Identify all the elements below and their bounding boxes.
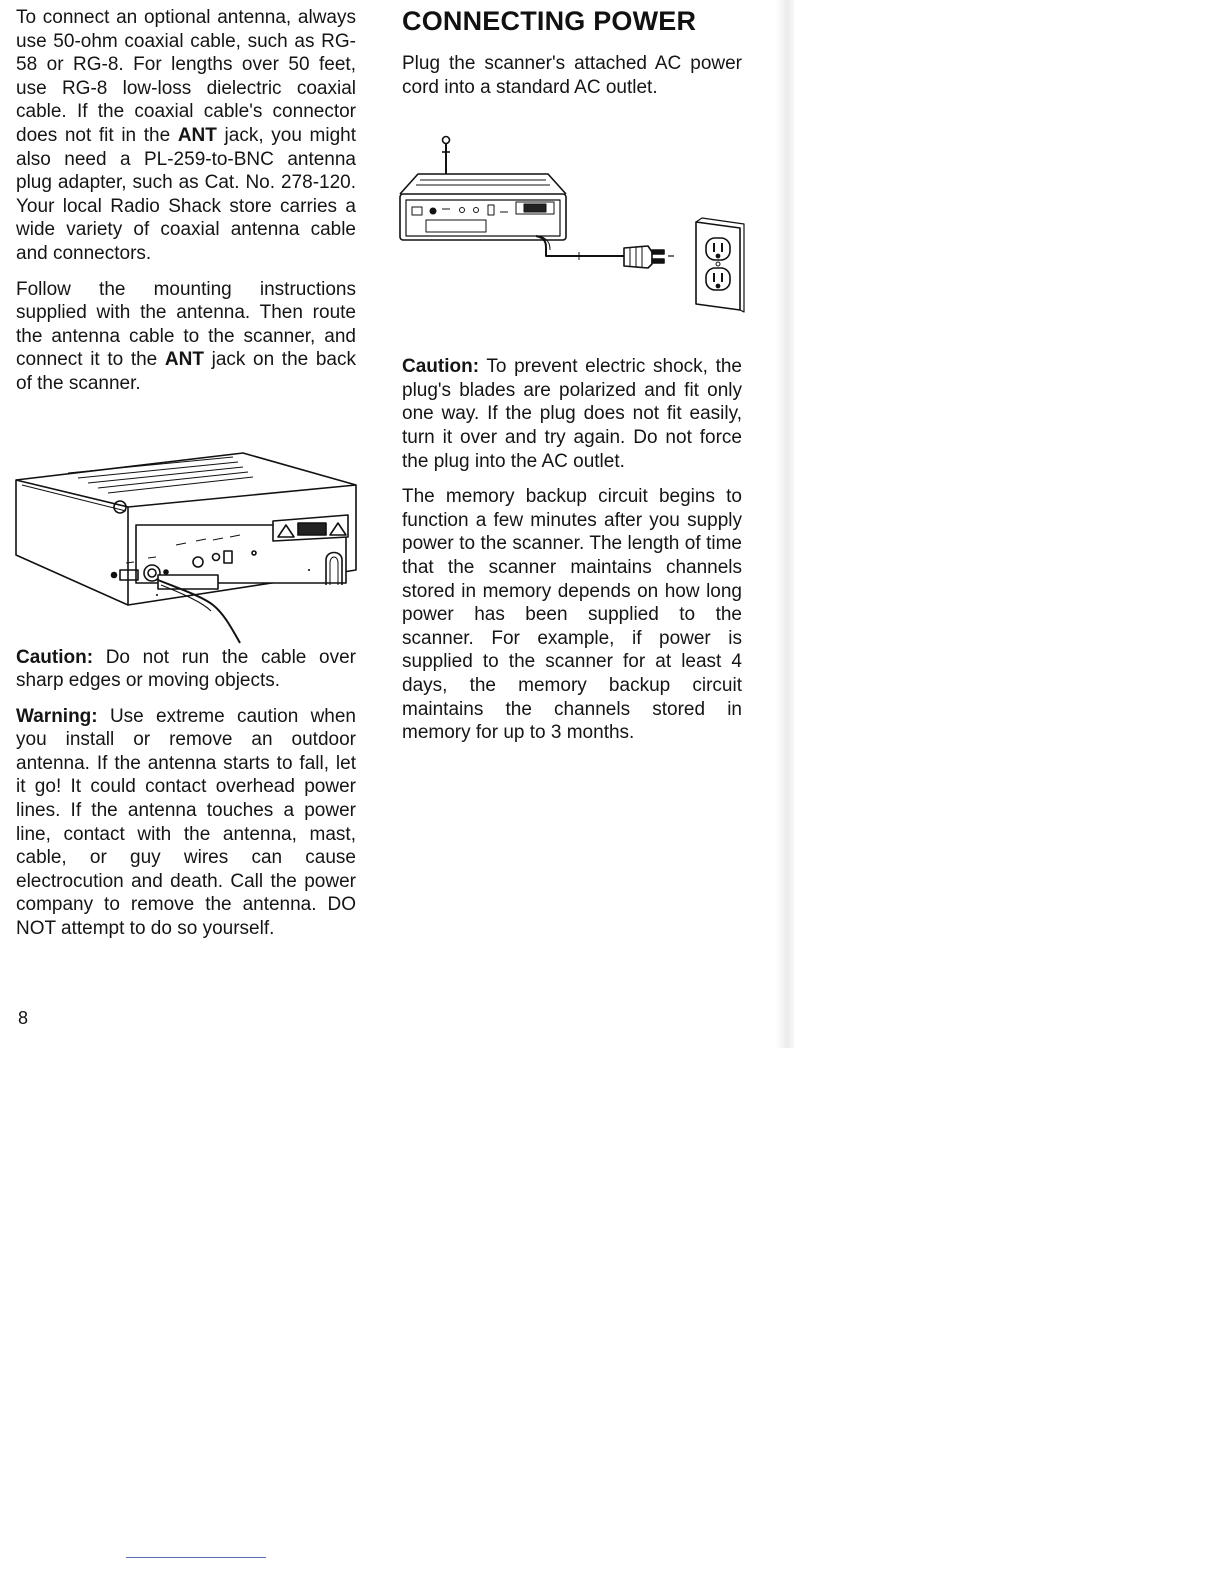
- antenna-cable-paragraph: To connect an optional antenna, always use 50-ohm coaxial cable, such as RG-58 or RG-8. For lengths over 50 feet, use RG-8 low-loss dielectric coaxial cable. If the coaxial cable's connector does not fit in the ANT jack, you might also need a PL-259-to-BNC antenna plug adapter, such as Cat. No. 278-120. Your local Radio Shack store carries a wide variety of coaxial antenna cable and connectors.: [16, 7, 356, 264]
- page-number: 8: [18, 1008, 29, 1028]
- memory-backup-paragraph: The memory backup circuit begins to function a few minutes after you supply power to the scanner. The length of time that the scanner maintains channels stored in memory depends on how long power has been supplied to the scanner. For example, if power is supplied to the scanner for at least 4 days, the memory backup circuit maintains the channels stored in memory for up to 3 months.: [402, 486, 742, 744]
- polarized-plug-caution: Caution: To prevent electric shock, the plug's blades are polarized and fit only one way. If the plug does not fit easily, turn it over and try again. Do not force the plug into the AC outlet.: [402, 356, 742, 472]
- mounting-paragraph: Follow the mounting instructions supplied with the antenna. Then route the antenna cable to the scanner, and connect it to the ANT jack on the back of the scanner.: [16, 278, 356, 394]
- cable-caution-paragraph: Caution: Do not run the cable over sharp edges or moving objects.: [16, 646, 356, 692]
- ant-jack-label: ANT: [164, 349, 204, 371]
- footer-rule: [126, 1557, 266, 1558]
- ac-cord-paragraph: Plug the scanner's attached AC power cord into a standard AC outlet.: [402, 53, 742, 98]
- antenna-connection-illustration: [8, 445, 360, 650]
- ant-jack-label: ANT: [177, 124, 217, 146]
- right-column: [402, 4, 742, 745]
- antenna-warning-paragraph: Warning: Use extreme caution when you install or remove an outdoor antenna. If the antenna starts to fall, let it go! It could contact overhead power lines. If the antenna touches a power line, contact with the antenna, mast, cable, or guy wires can cause electrocution and death. Call the power company to remove the antenna. DO NOT attempt to do so yourself.: [16, 705, 356, 940]
- section-heading: CONNECTING POWER: [402, 6, 697, 36]
- page-edge-shadow: [776, 0, 794, 1048]
- caution-label: Caution:: [16, 646, 94, 668]
- caution-label: Caution:: [402, 356, 480, 378]
- warning-label: Warning:: [16, 705, 98, 727]
- ac-power-illustration: [396, 132, 748, 317]
